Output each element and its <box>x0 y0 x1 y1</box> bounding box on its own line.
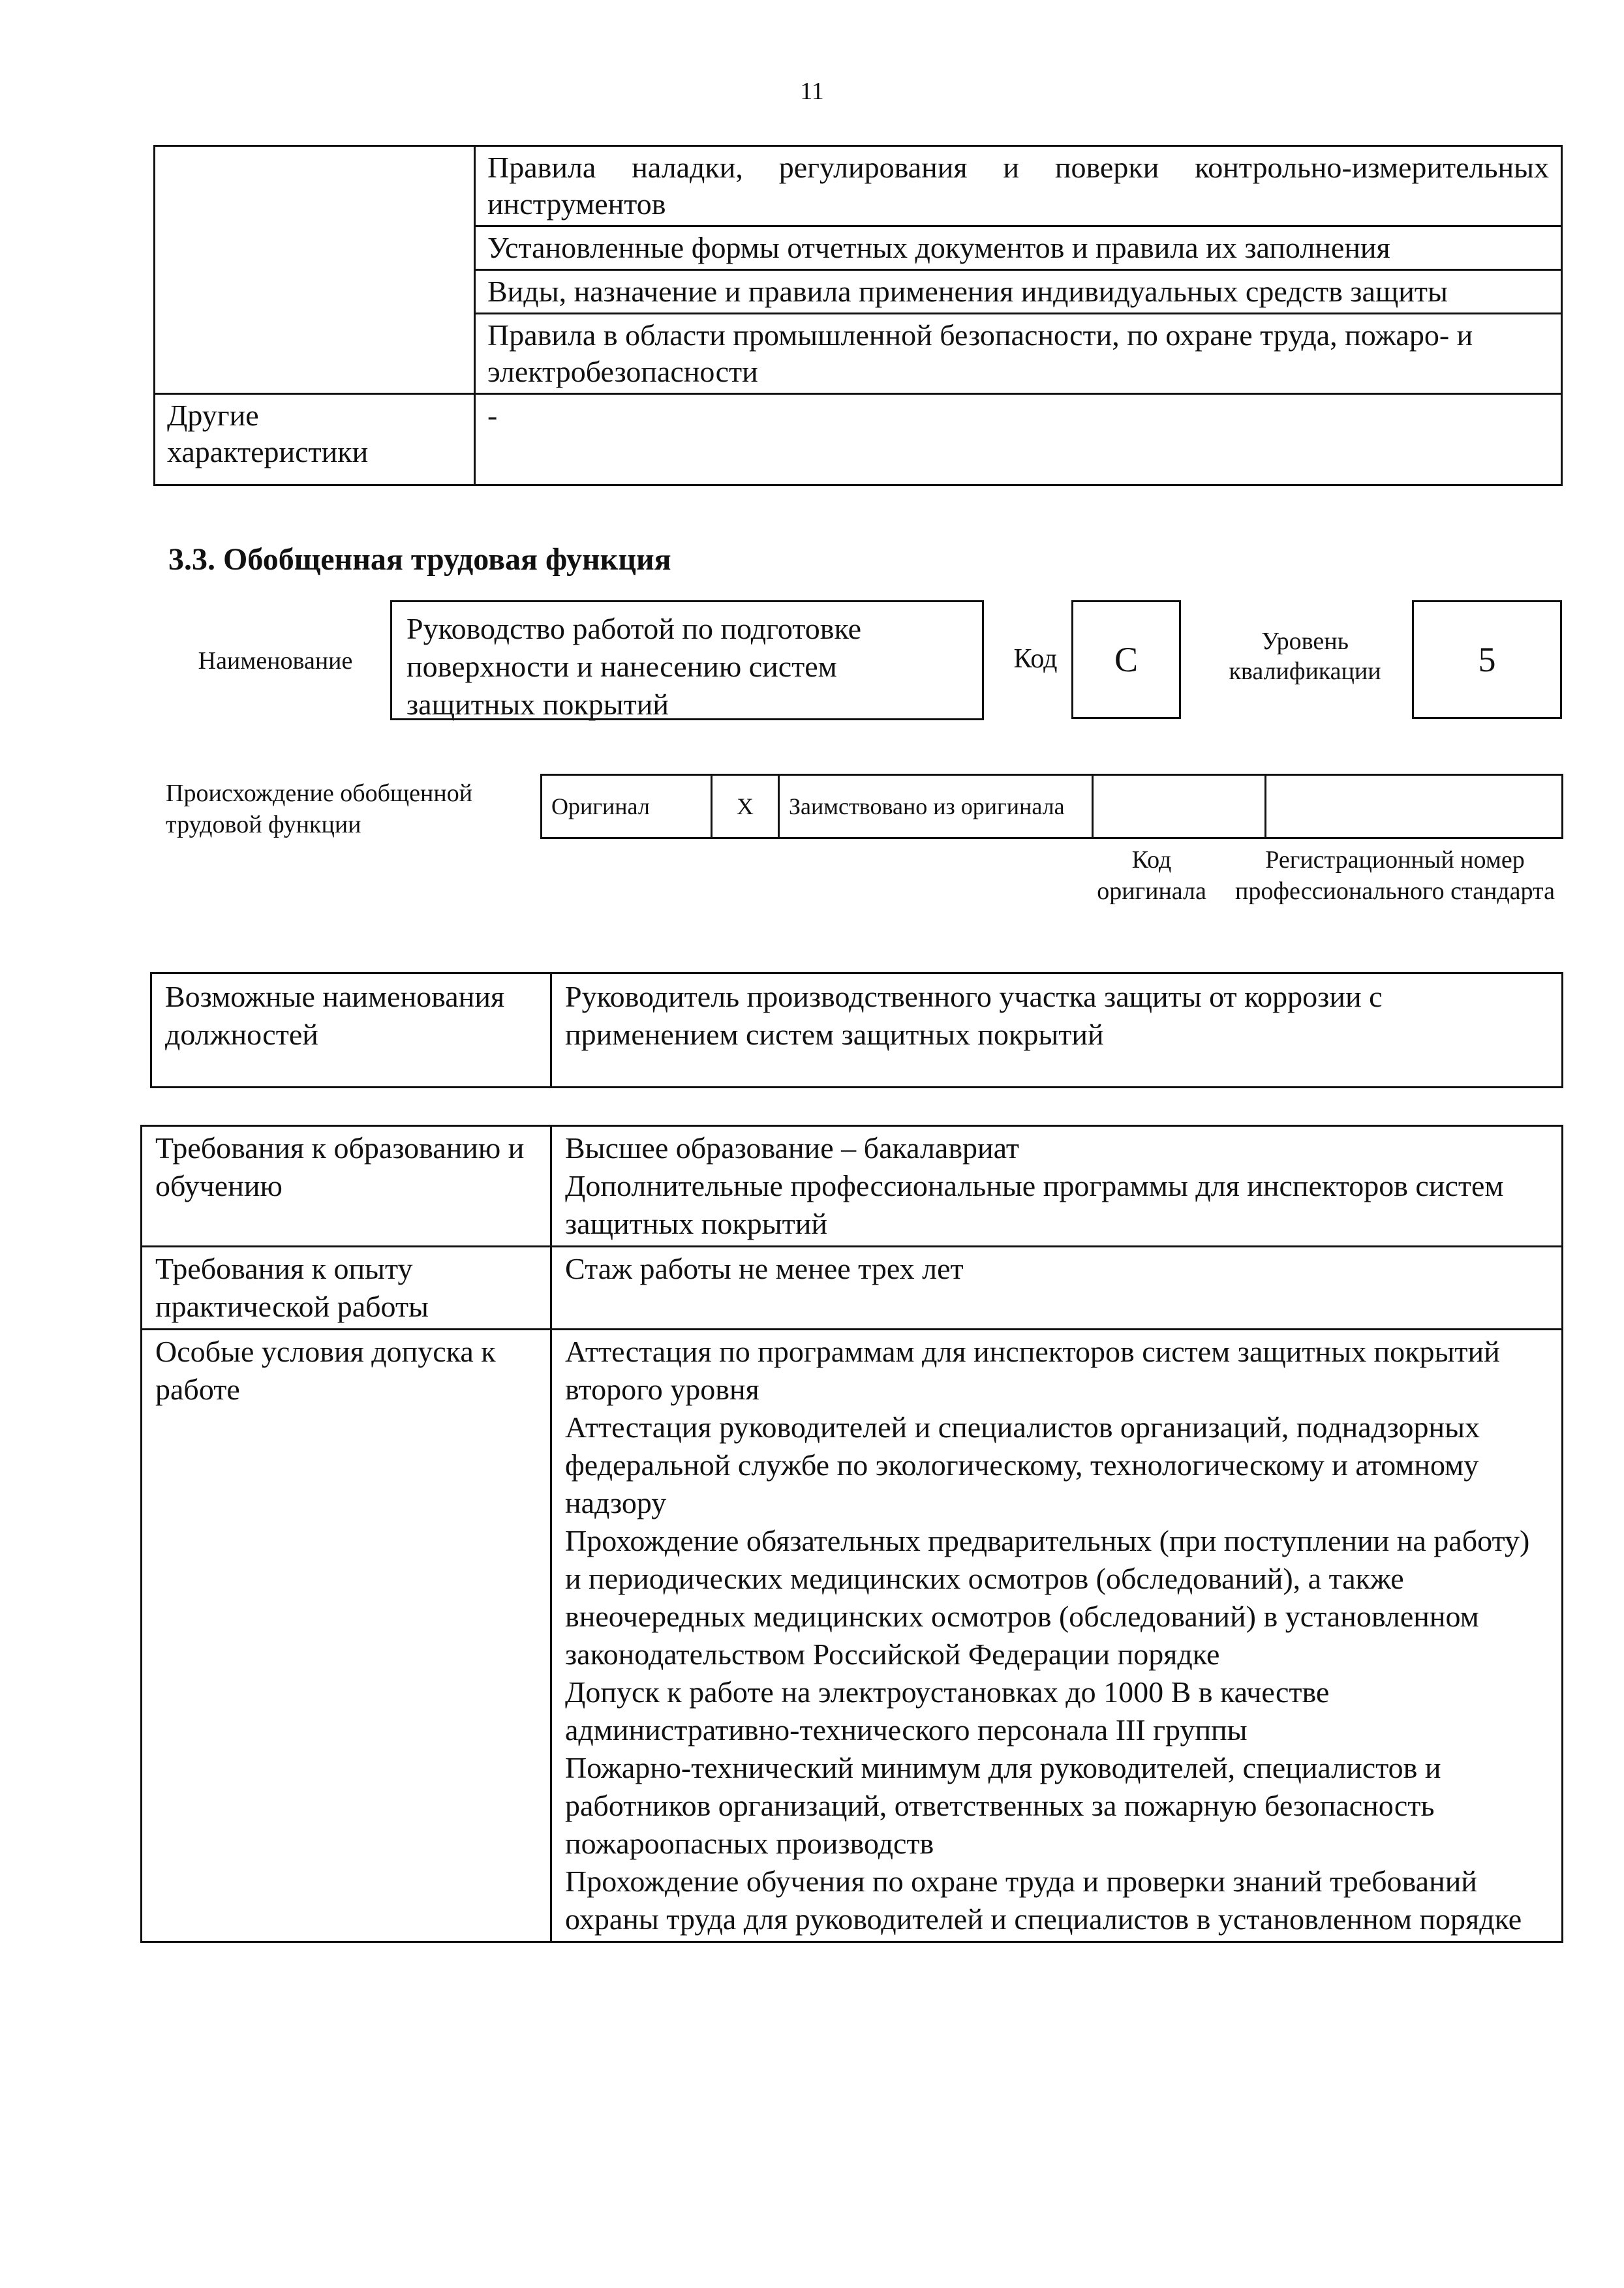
education-line: Высшее образование – бакалавриат <box>565 1131 1019 1165</box>
code-original-label: Код оригинала <box>1097 846 1206 905</box>
function-name-box: Руководство работой по подготовке поверхности и нанесению систем защитных покрытий <box>390 600 984 720</box>
other-characteristics-value: - <box>475 394 1562 485</box>
origin-table <box>540 774 1563 839</box>
table-row <box>142 1330 1563 1942</box>
table-row <box>142 1247 1563 1330</box>
condition-line: Прохождение обучения по охране труда и проверки знаний требований охраны труда для руководителей и специалистов в установленном порядке <box>565 1865 1522 1936</box>
section-heading: 3.3. Обобщенная трудовая функция <box>168 542 671 577</box>
knowledge-item: Виды, назначение и правила применения индивидуальных средств защиты <box>475 270 1562 314</box>
borrowed-label: Заимствовано из оригинала <box>779 775 1093 838</box>
experience-value: Стаж работы не менее трех лет <box>551 1247 1563 1330</box>
table-row <box>142 1126 1563 1247</box>
code-original-cell <box>1093 775 1266 838</box>
education-label: Требования к образованию и обучению <box>142 1126 551 1247</box>
conditions-value <box>551 1330 1563 1942</box>
condition-line: Аттестация по программам для инспекторов систем защитных покрытий второго уровня <box>565 1335 1500 1406</box>
reg-number-label: Регистрационный номер профессионального стандарта <box>1235 846 1555 905</box>
name-label: Наименование <box>198 647 353 675</box>
positions-label: Возможные наименования должностей <box>151 973 551 1088</box>
table-row <box>155 394 1562 485</box>
conditions-label: Особые условия допуска к работе <box>142 1330 551 1942</box>
code-label: Код <box>1013 644 1058 674</box>
table-row <box>542 775 1563 838</box>
knowledge-empty-cell <box>155 146 475 394</box>
code-value-box: C <box>1071 600 1181 719</box>
education-value <box>551 1126 1563 1247</box>
condition-line: Пожарно-технический минимум для руководителей, специалистов и работников организаций, ответственных за пожарную безопасность пожароопасных производств <box>565 1751 1441 1860</box>
page-number: 11 <box>800 78 824 105</box>
qualification-level-label: Уровень квалификации <box>1229 628 1381 685</box>
knowledge-item: Установленные формы отчетных документов и правила их заполнения <box>475 226 1562 270</box>
original-label: Оригинал <box>542 775 712 838</box>
positions-table <box>150 972 1563 1088</box>
qualification-level-box: 5 <box>1412 600 1562 719</box>
original-mark: X <box>712 775 779 838</box>
knowledge-item: Правила в области промышленной безопасности, по охране труда, пожаро- и электробезопасности <box>475 314 1562 394</box>
table-row <box>151 973 1563 1088</box>
experience-label: Требования к опыту практической работы <box>142 1247 551 1330</box>
other-characteristics-label: Другие характеристики <box>155 394 475 485</box>
positions-value: Руководитель производственного участка защиты от коррозии с применением систем защитных покрытий <box>551 973 1563 1088</box>
knowledge-table <box>153 145 1563 486</box>
condition-line: Прохождение обязательных предварительных (при поступлении на работу) и периодических медицинских осмотров (обследований), а также внеочередных медицинских осмотров (обследований) в установленном законодательством Российской Федерации порядке <box>565 1524 1530 1671</box>
origin-label: Происхождение обобщенной трудовой функции <box>166 780 473 838</box>
education-line: Дополнительные профессиональные программы для инспекторов систем защитных покрытий <box>565 1169 1504 1240</box>
requirements-table <box>140 1125 1563 1943</box>
condition-line: Допуск к работе на электроустановках до 1000 В в качестве административно-технического персонала III группы <box>565 1675 1330 1747</box>
table-row <box>155 146 1562 226</box>
knowledge-item: Правила наладки, регулирования и поверки контрольно-измерительных инструментов <box>475 146 1562 226</box>
condition-line: Аттестация руководителей и специалистов организаций, поднадзорных федеральной службе по экологическому, технологическому и атомному надзору <box>565 1411 1480 1519</box>
reg-number-cell <box>1266 775 1563 838</box>
